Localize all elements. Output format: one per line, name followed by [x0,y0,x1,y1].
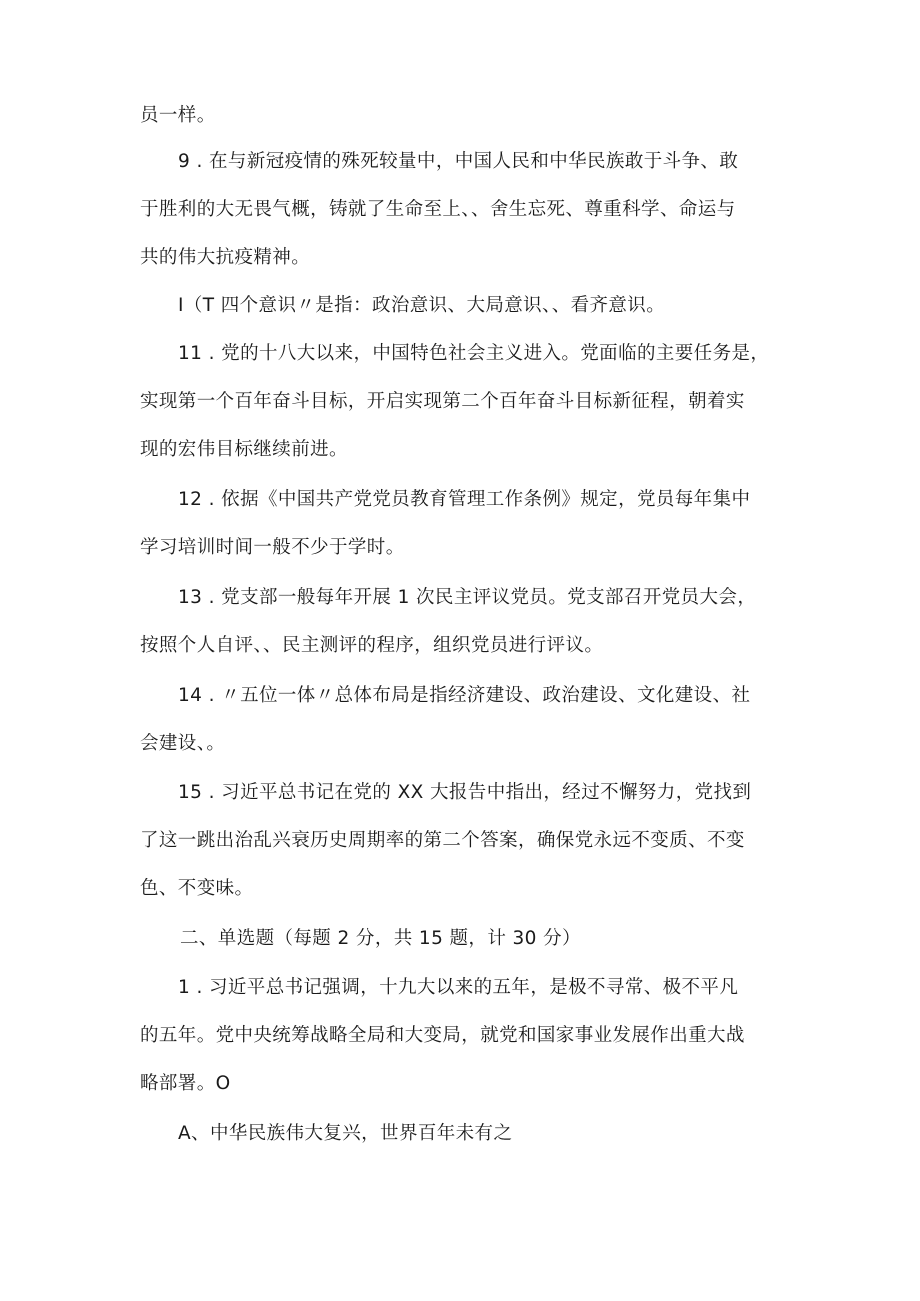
single-choice-1-line-1: 1 . 习近平总书记强调，十九大以来的五年，是极不寻常、极不平凡 [178,977,739,998]
question-15-line-3: 色、不变味。 [140,878,254,899]
single-choice-1-option-a: A、中华民族伟大复兴，世界百年未有之 [178,1123,513,1144]
question-11-line-3: 现的宏伟目标继续前进。 [140,439,348,460]
question-12-line-2: 学习培训时间一般不少于学时。 [140,537,405,558]
question-14-line-2: 会建设、。 [140,733,226,754]
question-13-line-2: 按照个人自评、、民主测评的程序，组织党员进行评议。 [140,635,604,656]
question-11-line-2: 实现第一个百年奋斗目标，开启实现第二个百年奋斗目标新征程，朝着实 [140,391,745,412]
question-14-line-1: 14 . 〃五位一体〃总体布局是指经济建设、政治建设、文化建设、社 [178,685,751,706]
question-9-line-3: 共的伟大抗疫精神。 [140,247,311,268]
question-11-line-1: 11 . 党的十八大以来，中国特色社会主义进入。党面临的主要任务是， [178,343,770,364]
question-15-line-2: 了这一跳出治乱兴衰历史周期率的第二个答案，确保党永远不变质、不变 [140,830,745,851]
question-9-line-2: 于胜利的大无畏气概，铸就了生命至上、、舍生忘死、尊重科学、命运与 [140,199,736,220]
single-choice-1-line-2: 的五年。党中央统筹战略全局和大变局，就党和国家事业发展作出重大战 [140,1025,745,1046]
text-line-continuation: 员一样。 [140,105,216,126]
question-13-line-1: 13 . 党支部一般每年开展 1 次民主评议党员。党支部召开党员大会， [178,587,757,608]
section-heading-single-choice: 二、单选题（每题 2 分，共 15 题，计 30 分） [180,928,581,949]
question-9-line-1: 9 . 在与新冠疫情的殊死较量中，中国人民和中华民族敢于斗争、敢 [178,151,739,172]
question-12-line-1: 12 . 依据《中国共产党党员教育管理工作条例》规定，党员每年集中 [178,489,751,510]
single-choice-1-line-3: 略部署。O [140,1073,231,1094]
question-15-line-1: 15 . 习近平总书记在党的 XX 大报告中指出，经过不懈努力，党找到 [178,782,752,803]
question-10-line-1: I（T 四个意识〃是指：政治意识、大局意识、、看齐意识。 [178,295,666,316]
